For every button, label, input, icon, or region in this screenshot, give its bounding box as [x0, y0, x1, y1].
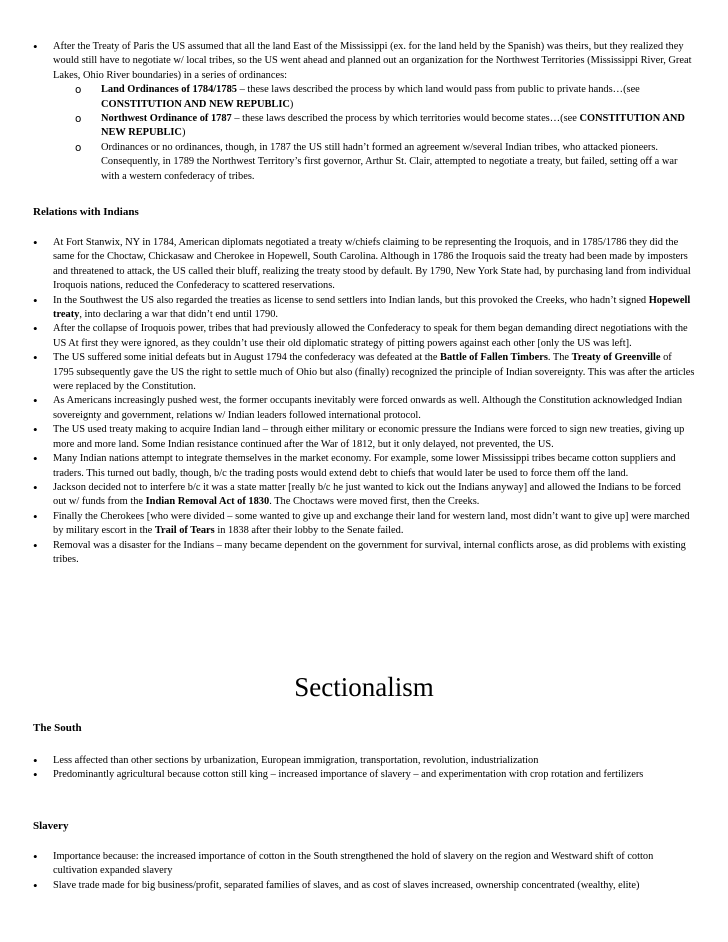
- sublist-text: – these laws described the process by which territories would become states…(see: [231, 113, 580, 125]
- list-item: [33, 322, 695, 351]
- ordinance-sublist: [75, 83, 695, 184]
- item-text: At Fort Stanwix, NY in 1784, American diplomats negotiated a treaty w/chiefs claiming to be representing the Iroquois, and in 1785/1786 they did the same for the Choctaw, Chickasaw and Cherokee in Hopewell, South Carolina. Although in 1786 the Iroquois said the treaty had been made by imposters and threatened to attack, the US called their bluff, realizing the treaty stood by default. By 1790, New York State had, by purchasing land from individual Iroquois nations, reduced the Confederacy to scattered reservations.: [53, 237, 691, 292]
- cross-reference: CONSTITUTION AND NEW REPUBLIC: [101, 113, 685, 139]
- item-text: The US suffered some initial defeats but in August 1794 the confederacy was defeated at the: [53, 352, 441, 364]
- sublist-item: [75, 141, 695, 184]
- list-item: [33, 539, 695, 568]
- item-text: . The: [547, 352, 572, 364]
- bold-term: Hopewell treaty: [53, 294, 691, 321]
- indians-list: [33, 236, 695, 567]
- item-text: The US used treaty making to acquire Indian land – through either military or economic pressure the Indians were forced to sign new treaties, giving up more and more land. Some Indian resistance continued after the War of 1812, but it only delayed, not prevented, the US.: [53, 424, 685, 450]
- slavery-section: [33, 850, 695, 893]
- list-item: [33, 236, 695, 294]
- item-text: Importance because: the increased importance of cotton in the South strengthened the hold of slavery on the region and Westward shift of cotton cultivation expanded slavery: [53, 851, 654, 877]
- list-item: [33, 452, 695, 481]
- item-text: In the Southwest the US also regarded the treaties as license to send settlers into Indian lands, but this provoked the Creeks, who hadn’t signed: [53, 294, 649, 306]
- list-item: [33, 850, 695, 879]
- sublist-item: [75, 112, 695, 141]
- south-section: [33, 754, 695, 783]
- slavery-list: [33, 850, 695, 893]
- item-text: Jackson decided not to interfere b/c it was a state matter [really b/c he just wanted to kick out the Indians anyway] and allowed the Indians to be forced out w/ funds from the: [53, 481, 681, 508]
- list-item: [33, 879, 695, 893]
- list-item: [33, 754, 695, 768]
- item-text: . The Choctaws were moved first, then the Creeks.: [269, 496, 480, 508]
- item-text: , into declaring a war that didn’t end until 1790.: [79, 309, 278, 321]
- item-text: Predominantly agricultural because cotton still king – increased importance of slavery – and experimentation with crop rotation and fertilizers: [53, 769, 644, 781]
- item-text: Less affected than other sections by urbanization, European immigration, transportation, revolution, industrialization: [53, 755, 539, 766]
- sublist-item: [75, 83, 695, 112]
- section-heading-south: The South: [33, 722, 82, 734]
- list-item: [33, 481, 695, 510]
- bold-term: Land Ordinances of 1784/1785: [101, 84, 237, 96]
- bold-term: Treaty of Greenville: [571, 352, 661, 364]
- intro-section: [33, 40, 695, 184]
- item-text: Removal was a disaster for the Indians – many became dependent on the government for survival, internal conflicts arose, as did problems with existing tribes.: [53, 539, 686, 565]
- list-item: [33, 423, 695, 452]
- item-text: in 1838 after their lobby to the Senate failed.: [214, 525, 404, 537]
- sublist-text: ): [181, 127, 186, 139]
- intro-text: After the Treaty of Paris the US assumed that all the land East of the Mississippi (ex. for the land held by the Spanish) was theirs, but they realized they would still have to negotiate w/ local tribes, so the US went ahead and planned out an organization for the Northwest Territories (Mississippi River, Great Lakes, Ohio River boundaries) in a series of ordinances:: [53, 41, 692, 81]
- sublist-text: ): [289, 98, 294, 110]
- item-text: As Americans increasingly pushed west, the former occupants inevitably were forced onwards as well. Although the Constitution acknowledged Indian sovereignty and government, relations w/ Indian leaders followed international protocol.: [53, 395, 683, 421]
- list-item: [33, 394, 695, 423]
- section-heading-slavery: Slavery: [33, 820, 69, 832]
- intro-list: [33, 40, 695, 184]
- section-title-sectionalism: Sectionalism: [294, 672, 434, 702]
- bold-term: Battle of Fallen Timbers: [440, 352, 548, 364]
- cross-reference: CONSTITUTION AND NEW REPUBLIC: [101, 98, 290, 110]
- item-text: of 1795 subsequently gave the US the right to settle much of Ohio but also (finally) recognized the principle of Indian sovereignty. This was after the articles were replaced by the Constitution.: [53, 352, 695, 393]
- item-text: After the collapse of Iroquois power, tribes that had previously allowed the Confederacy to speak for them began demanding direct negotiations with the US At first they were ignored, as they couldn’t use their old diplomatic strategy of pitting powers against each other [only the US was left].: [53, 323, 688, 349]
- list-item: [33, 294, 695, 323]
- item-text: Many Indian nations attempt to integrate themselves in the market economy. For example, some lower Mississippi tribes became cotton suppliers and traders. This turned out badly, though, b/c the trading posts would extend debt to chiefs that would later be used to force them off the land.: [53, 453, 676, 479]
- section-heading-indians: Relations with Indians: [33, 206, 139, 218]
- south-list: [33, 754, 695, 783]
- sublist-text: – these laws described the process by which land would pass from public to private hands…(see: [236, 84, 640, 96]
- list-item: [33, 351, 695, 394]
- indians-section: [33, 236, 695, 567]
- list-item: [33, 40, 695, 184]
- item-text: Slave trade made for big business/profit, separated families of slaves, and as cost of slaves increased, ownership concentrated (wealthy, elite): [53, 879, 640, 891]
- item-text: Finally the Cherokees [who were divided – some wanted to give up and exchange their land for western land, most didn’t want to give up] were marched by military escort in the: [53, 510, 690, 537]
- sublist-text: Ordinances or no ordinances, though, in 1787 the US still hadn’t formed an agreement w/several Indian tribes, who attacked pioneers. Consequently, in 1789 the Northwest Territory’s first governor, Arthur St. Clair, attempted to negotiate a treaty, but failed, setting off a war with a western confederacy of tribes.: [101, 141, 678, 182]
- list-item: [33, 768, 695, 782]
- bold-term: Northwest Ordinance of 1787: [101, 113, 232, 125]
- bold-term: Indian Removal Act of 1830: [145, 496, 270, 508]
- bold-term: Trail of Tears: [154, 525, 215, 537]
- list-item: [33, 510, 695, 539]
